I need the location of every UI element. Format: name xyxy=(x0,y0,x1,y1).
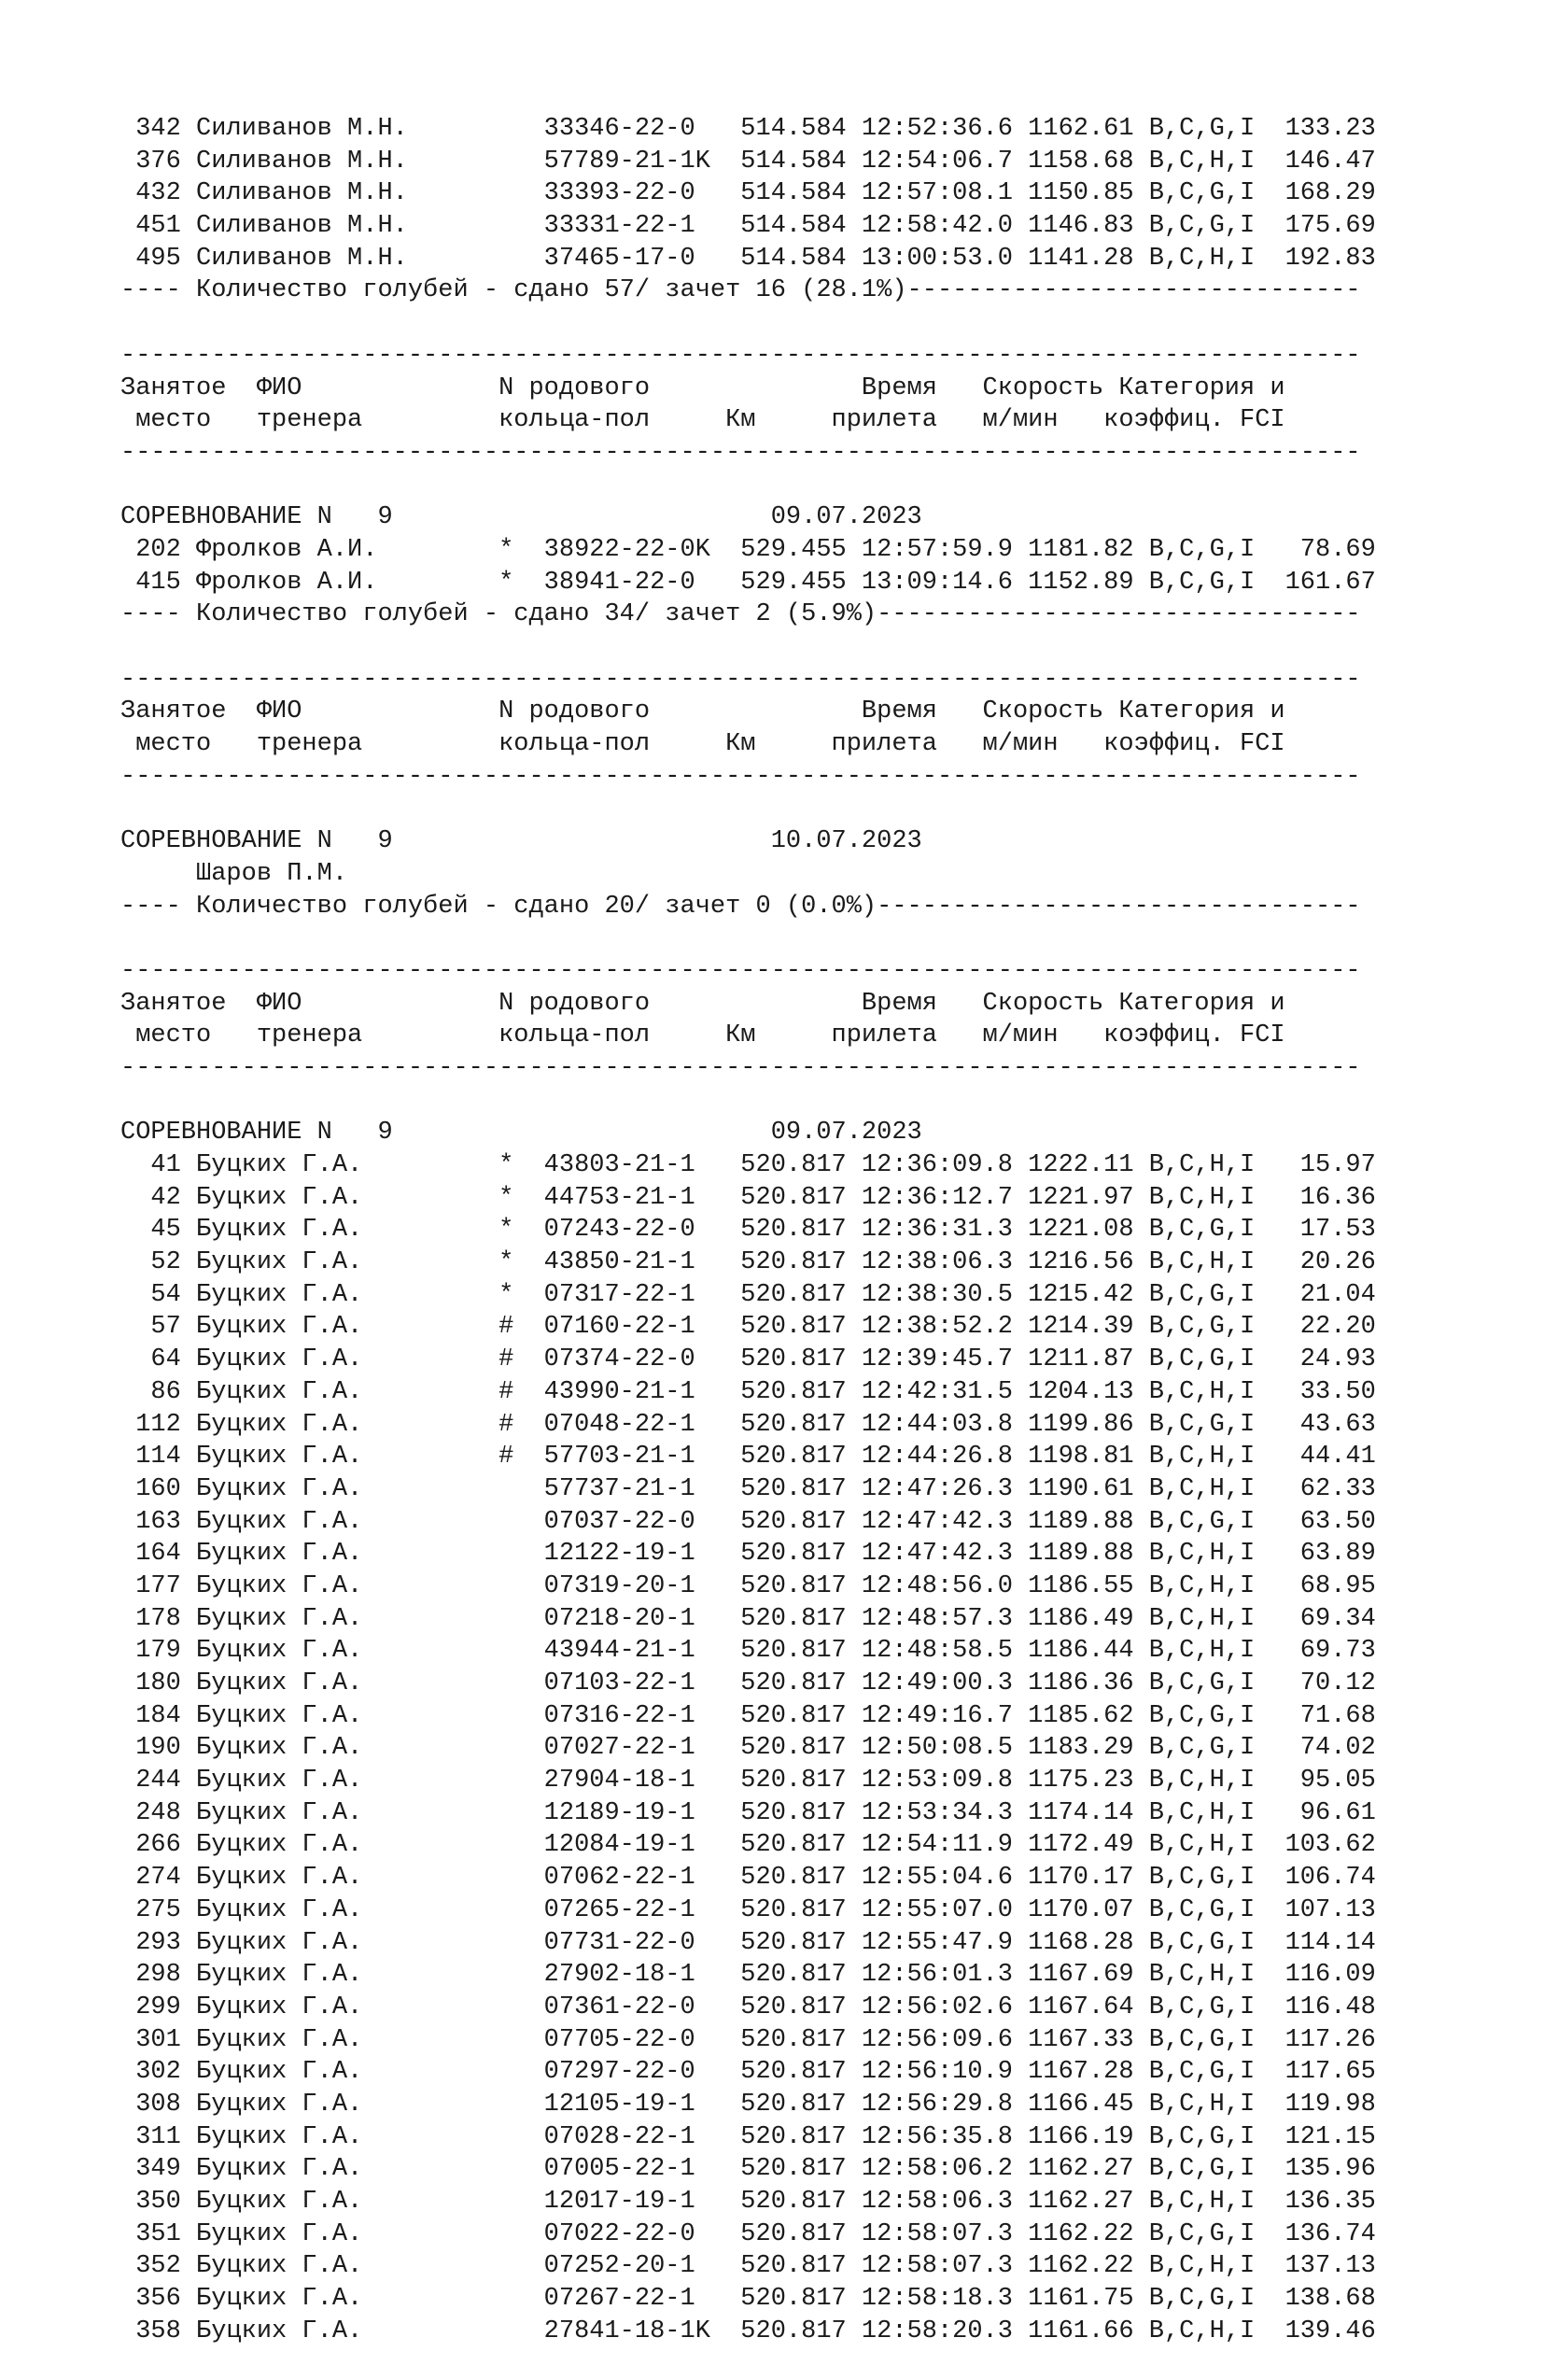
table-row: 54 Буцких Г.А. * 07317-22-1 520.817 12:38:30.5 1215.42 B,C,G,I 21.04 xyxy=(120,1280,1376,1309)
table-row: 52 Буцких Г.А. * 43850-21-1 520.817 12:38:06.3 1216.56 B,C,H,I 20.26 xyxy=(120,1248,1376,1277)
table-row: 177 Буцких Г.А. 07319-20-1 520.817 12:48:56.0 1186.55 B,C,H,I 68.95 xyxy=(120,1571,1376,1600)
spacer xyxy=(120,631,1376,664)
spacer xyxy=(120,307,1376,340)
table-row: 293 Буцких Г.А. 07731-22-0 520.817 12:55:47.9 1168.28 B,C,G,I 114.14 xyxy=(120,1928,1376,1957)
table-row: 350 Буцких Г.А. 12017-19-1 520.817 12:58:06.3 1162.27 B,C,H,I 136.35 xyxy=(120,2188,1376,2216)
table-row: 311 Буцких Г.А. 07028-22-1 520.817 12:56:35.8 1166.19 B,C,G,I 121.15 xyxy=(120,2122,1376,2151)
competition-title: СОРЕВНОВАНИЕ N 9 10.07.2023 xyxy=(120,827,922,856)
column-header-row-1: Занятое ФИО N родового Время Скорость Категория и xyxy=(120,989,1285,1018)
divider: ---------------------------------------------------------------------------------- xyxy=(120,665,1361,694)
table-row: 112 Буцких Г.А. # 07048-22-1 520.817 12:44:03.8 1199.86 B,C,G,I 43.63 xyxy=(120,1410,1376,1439)
table-row: 351 Буцких Г.А. 07022-22-0 520.817 12:58:07.3 1162.22 B,C,G,I 136.74 xyxy=(120,2219,1376,2248)
table-row: 190 Буцких Г.А. 07027-22-1 520.817 12:50:08.5 1183.29 B,C,G,I 74.02 xyxy=(120,1734,1376,1763)
table-row: 301 Буцких Г.А. 07705-22-0 520.817 12:56:09.6 1167.33 B,C,G,I 117.26 xyxy=(120,2025,1376,2054)
table-row: 160 Буцких Г.А. 57737-21-1 520.817 12:47:26.3 1190.61 B,C,H,I 62.33 xyxy=(120,1474,1376,1503)
table-row: 244 Буцких Г.А. 27904-18-1 520.817 12:53:09.8 1175.23 B,C,H,I 95.05 xyxy=(120,1767,1376,1796)
spacer xyxy=(120,470,1376,502)
divider: ---------------------------------------------------------------------------------- xyxy=(120,438,1361,467)
pigeon-count-summary: ---- Количество голубей - сдано 34/ зачет 2 (5.9%)-------------------------------- xyxy=(120,600,1361,629)
table-row: 41 Буцких Г.А. * 43803-21-1 520.817 12:36:09.8 1222.11 B,C,H,I 15.97 xyxy=(120,1151,1376,1179)
divider: ---------------------------------------------------------------------------------- xyxy=(120,341,1361,370)
table-row: 358 Буцких Г.А. 27841-18-1K 520.817 12:58:20.3 1161.66 B,C,H,I 139.46 xyxy=(120,2317,1376,2345)
column-header-row-1: Занятое ФИО N родового Время Скорость Категория и xyxy=(120,697,1285,726)
table-row: 495 Силиванов М.Н. 37465-17-0 514.584 13:00:53.0 1141.28 B,C,H,I 192.83 xyxy=(120,244,1376,273)
pigeon-count-summary xyxy=(120,2347,1376,2380)
pigeon-count-summary: ---- Количество голубей - сдано 20/ зачет 0 (0.0%)-------------------------------- xyxy=(120,892,1361,921)
table-row: 415 Фролков А.И. * 38941-22-0 529.455 13:09:14.6 1152.89 B,C,G,I 161.67 xyxy=(120,568,1376,597)
competition-title: СОРЕВНОВАНИЕ N 9 09.07.2023 xyxy=(120,503,922,532)
table-row: 274 Буцких Г.А. 07062-22-1 520.817 12:55:04.6 1170.17 B,C,G,I 106.74 xyxy=(120,1864,1376,1893)
table-row: 342 Силиванов М.Н. 33346-22-0 514.584 12:52:36.6 1162.61 B,C,G,I 133.23 xyxy=(120,115,1376,143)
table-row: 184 Буцких Г.А. 07316-22-1 520.817 12:49:16.7 1185.62 B,C,G,I 71.68 xyxy=(120,1701,1376,1730)
table-row: 163 Буцких Г.А. 07037-22-0 520.817 12:47:42.3 1189.88 B,C,G,I 63.50 xyxy=(120,1507,1376,1536)
table-row: 302 Буцких Г.А. 07297-22-0 520.817 12:56:10.9 1167.28 B,C,G,I 117.65 xyxy=(120,2058,1376,2087)
table-row: 202 Фролков А.И. * 38922-22-0K 529.455 12:57:59.9 1181.82 B,C,G,I 78.69 xyxy=(120,535,1376,564)
table-row: 352 Буцких Г.А. 07252-20-1 520.817 12:58:07.3 1162.22 B,C,H,I 137.13 xyxy=(120,2252,1376,2281)
table-row: 308 Буцких Г.А. 12105-19-1 520.817 12:56:29.8 1166.45 B,C,H,I 119.98 xyxy=(120,2090,1376,2119)
owner-name: Шаров П.М. xyxy=(120,859,348,888)
divider: ---------------------------------------------------------------------------------- xyxy=(120,956,1361,985)
table-row: 275 Буцких Г.А. 07265-22-1 520.817 12:55:07.0 1170.07 B,C,G,I 107.13 xyxy=(120,1895,1376,1924)
table-row: 248 Буцких Г.А. 12189-19-1 520.817 12:53:34.3 1174.14 B,C,H,I 96.61 xyxy=(120,1798,1376,1827)
column-header-row-2: место тренера кольца-пол Км прилета м/мин коэффиц. FCI xyxy=(120,1021,1285,1050)
column-header-row-2: место тренера кольца-пол Км прилета м/мин коэффиц. FCI xyxy=(120,406,1285,435)
table-row: 179 Буцких Г.А. 43944-21-1 520.817 12:48:58.5 1186.44 B,C,H,I 69.73 xyxy=(120,1637,1376,1666)
table-row: 451 Силиванов М.Н. 33331-22-1 514.584 12:58:42.0 1146.83 B,C,G,I 175.69 xyxy=(120,212,1376,241)
competition-title: СОРЕВНОВАНИЕ N 9 09.07.2023 xyxy=(120,1119,922,1148)
table-row: 299 Буцких Г.А. 07361-22-0 520.817 12:56:02.6 1167.64 B,C,G,I 116.48 xyxy=(120,1993,1376,2021)
spacer xyxy=(120,793,1376,825)
table-row: 45 Буцких Г.А. * 07243-22-0 520.817 12:36:31.3 1221.08 B,C,G,I 17.53 xyxy=(120,1216,1376,1245)
spacer xyxy=(120,922,1376,955)
table-row: 266 Буцких Г.А. 12084-19-1 520.817 12:54:11.9 1172.49 B,C,H,I 103.62 xyxy=(120,1831,1376,1860)
table-row: 64 Буцких Г.А. # 07374-22-0 520.817 12:39:45.7 1211.87 B,C,G,I 24.93 xyxy=(120,1345,1376,1374)
table-row: 376 Силиванов М.Н. 57789-21-1K 514.584 12:54:06.7 1158.68 B,C,H,I 146.47 xyxy=(120,147,1376,176)
column-header-row-1: Занятое ФИО N родового Время Скорость Категория и xyxy=(120,373,1285,402)
results-report xyxy=(120,113,1376,2380)
pigeon-count-summary: ---- Количество голубей - сдано 57/ зачет 16 (28.1%)------------------------------ xyxy=(120,276,1361,305)
table-row: 42 Буцких Г.А. * 44753-21-1 520.817 12:36:12.7 1221.97 B,C,H,I 16.36 xyxy=(120,1183,1376,1212)
divider: ---------------------------------------------------------------------------------- xyxy=(120,1053,1361,1082)
table-row: 178 Буцких Г.А. 07218-20-1 520.817 12:48:57.3 1186.49 B,C,H,I 69.34 xyxy=(120,1604,1376,1633)
table-row: 114 Буцких Г.А. # 57703-21-1 520.817 12:44:26.8 1198.81 B,C,H,I 44.41 xyxy=(120,1443,1376,1472)
table-row: 57 Буцких Г.А. # 07160-22-1 520.817 12:38:52.2 1214.39 B,C,G,I 22.20 xyxy=(120,1313,1376,1342)
table-row: 86 Буцких Г.А. # 43990-21-1 520.817 12:42:31.5 1204.13 B,C,H,I 33.50 xyxy=(120,1377,1376,1406)
table-row: 164 Буцких Г.А. 12122-19-1 520.817 12:47:42.3 1189.88 B,C,H,I 63.89 xyxy=(120,1540,1376,1569)
divider: ---------------------------------------------------------------------------------- xyxy=(120,762,1361,791)
table-row: 349 Буцких Г.А. 07005-22-1 520.817 12:58:06.2 1162.27 B,C,G,I 135.96 xyxy=(120,2155,1376,2184)
table-row: 356 Буцких Г.А. 07267-22-1 520.817 12:58:18.3 1161.75 B,C,G,I 138.68 xyxy=(120,2285,1376,2314)
table-row: 298 Буцких Г.А. 27902-18-1 520.817 12:56:01.3 1167.69 B,C,H,I 116.09 xyxy=(120,1961,1376,1990)
spacer xyxy=(120,1085,1376,1118)
column-header-row-2: место тренера кольца-пол Км прилета м/мин коэффиц. FCI xyxy=(120,730,1285,759)
table-row: 432 Силиванов М.Н. 33393-22-0 514.584 12:57:08.1 1150.85 B,C,G,I 168.29 xyxy=(120,179,1376,208)
table-row: 180 Буцких Г.А. 07103-22-1 520.817 12:49:00.3 1186.36 B,C,G,I 70.12 xyxy=(120,1669,1376,1697)
